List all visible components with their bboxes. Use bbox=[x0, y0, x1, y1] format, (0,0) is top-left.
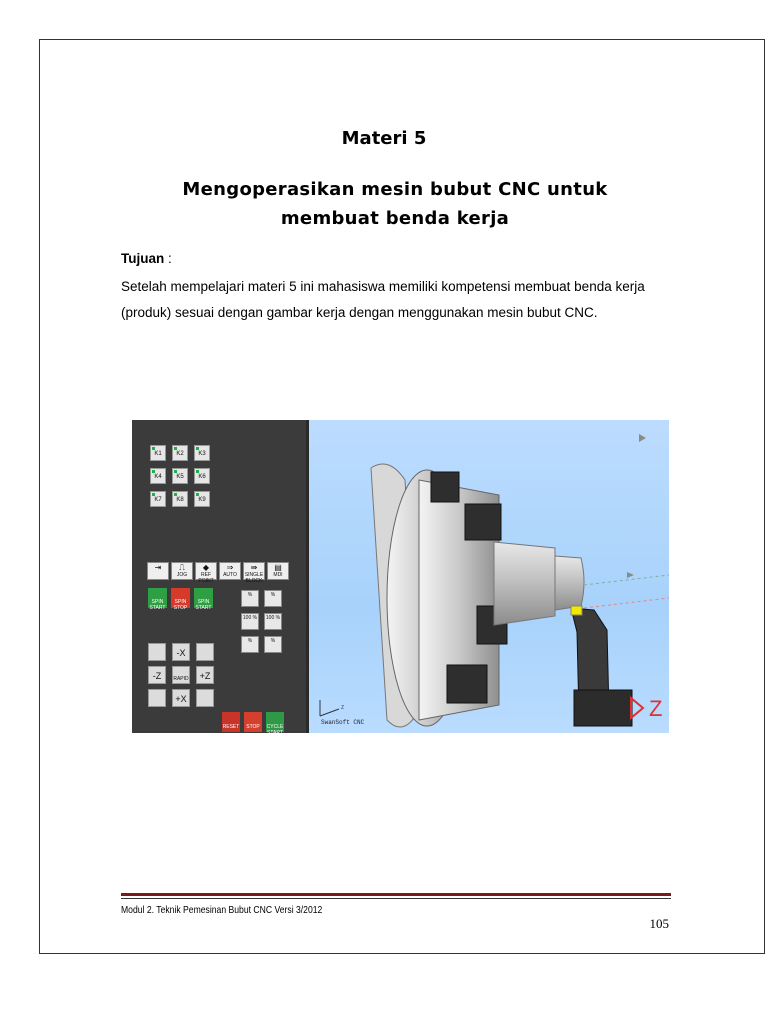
cycle-stop-key: STOP bbox=[244, 712, 262, 732]
objective-text: Setelah mempelajari materi 5 ini mahasiswa memiliki kompetensi membuat benda kerja (produk) sesuai dengan gambar kerja dengan menggunakan mesin bubut CNC. bbox=[121, 279, 645, 320]
mode-key-ref-point: ◆ REF POINT bbox=[195, 562, 217, 580]
jog-minus-z-key: -Z bbox=[148, 666, 166, 684]
footer-rule-thin bbox=[121, 898, 671, 899]
key-k8: K8 bbox=[172, 491, 188, 507]
jog-blank-key bbox=[148, 643, 166, 661]
key-k2: K2 bbox=[172, 445, 188, 461]
workpiece-tip bbox=[555, 556, 584, 610]
axis-label: Z bbox=[341, 705, 345, 711]
spindle-override-minus-key: % bbox=[264, 636, 282, 653]
spindle-override-plus-key: % bbox=[264, 590, 282, 607]
chuck-jaw-upper-right bbox=[465, 504, 501, 540]
jog-plus-x-key: +X bbox=[172, 689, 190, 707]
machine-control-panel bbox=[132, 420, 306, 733]
tool-post-base bbox=[574, 690, 632, 726]
lathe-3d-viewport bbox=[306, 420, 669, 733]
mode-key-edit: ⇥ bbox=[147, 562, 169, 580]
marker bbox=[627, 572, 634, 578]
chuck-jaw-top bbox=[431, 472, 459, 502]
chapter-title: Mengoperasikan mesin bubut CNC untuk membuat benda kerja bbox=[182, 179, 608, 229]
spindle-stop-key: SPIN STOP bbox=[171, 588, 190, 608]
mode-key-mdi: ▤ MDI bbox=[267, 562, 289, 580]
cycle-start-key: CYCLE START bbox=[266, 712, 284, 732]
key-k6: K6 bbox=[194, 468, 210, 484]
chuck-jaw-bottom bbox=[447, 665, 487, 703]
page-number: 105 bbox=[649, 916, 669, 931]
cutting-insert bbox=[571, 606, 582, 615]
feed-override-plus-key: % bbox=[241, 590, 259, 607]
workpiece-shaft bbox=[494, 542, 555, 625]
rapid-key: RAPID bbox=[172, 666, 190, 684]
z-arrow-label: Z bbox=[649, 696, 663, 721]
key-k1: K1 bbox=[150, 445, 166, 461]
jog-plus-z-key: +Z bbox=[196, 666, 214, 684]
key-k3: K3 bbox=[194, 445, 210, 461]
marker bbox=[639, 434, 646, 442]
mode-key-auto: ⇒ AUTO bbox=[219, 562, 241, 580]
axis-x-line bbox=[320, 709, 339, 716]
mode-key-single-block: ⇛ SINGLE BLOCK bbox=[244, 563, 264, 584]
key-k9: K9 bbox=[194, 491, 210, 507]
reset-key: RESET bbox=[222, 712, 240, 732]
spindle-start-right-key: SPIN START bbox=[194, 588, 213, 608]
cnc-simulator-figure bbox=[132, 420, 669, 733]
footer-rule-thick bbox=[121, 893, 671, 896]
spindle-override-100-key: 100 % bbox=[264, 613, 282, 630]
feed-override-100-key: 100 % bbox=[241, 613, 259, 630]
objective-label: Tujuan bbox=[121, 251, 165, 266]
feed-override-minus-key: % bbox=[241, 636, 259, 653]
z-arrow bbox=[631, 698, 643, 718]
material-heading: Materi 5 bbox=[341, 128, 427, 149]
jog-blank-key bbox=[148, 689, 166, 707]
objective-separator: : bbox=[164, 251, 172, 266]
spindle-start-left-key: SPIN START bbox=[148, 588, 167, 608]
mode-key-jog: ⎍ JOG bbox=[171, 562, 193, 580]
key-k5: K5 bbox=[172, 468, 188, 484]
module-footer: Modul 2. Teknik Pemesinan Bubut CNC Versi 3/2012 bbox=[121, 904, 323, 916]
tool-path-line-red bbox=[584, 598, 669, 608]
jog-minus-x-key: -X bbox=[172, 643, 190, 661]
tool-path-line bbox=[584, 575, 669, 585]
jog-blank-key bbox=[196, 643, 214, 661]
lathe-illustration bbox=[309, 420, 669, 733]
key-k7: K7 bbox=[150, 491, 166, 507]
key-k4: K4 bbox=[150, 468, 166, 484]
objective-heading bbox=[121, 251, 172, 266]
jog-blank-key bbox=[196, 689, 214, 707]
software-label: SwanSoft CNC bbox=[321, 719, 365, 726]
